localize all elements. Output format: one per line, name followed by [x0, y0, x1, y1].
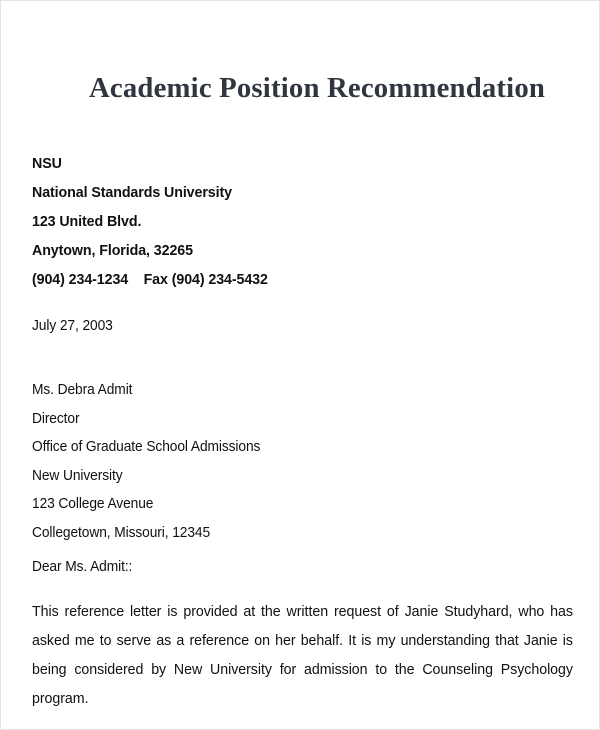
recipient-line-job-title: Director: [32, 410, 80, 427]
recipient-line-organization: New University: [32, 467, 123, 484]
recipient-line-name: Ms. Debra Admit: [32, 382, 133, 398]
letterhead-line-street: 123 United Blvd.: [32, 213, 142, 230]
letterhead-line-organization: National Standards University: [32, 184, 232, 201]
letterhead-line-phone-fax: (904) 234-1234 Fax (904) 234-5432: [32, 271, 268, 288]
page-title: Academic Position Recommendation: [89, 72, 546, 104]
recipient-line-city-state-zip: Collegetown, Missouri, 12345: [32, 524, 211, 541]
letterhead-line-abbrev: NSU: [32, 155, 62, 172]
letterhead-line-city-state-zip: Anytown, Florida, 32265: [32, 242, 193, 259]
recipient-line-street: 123 College Avenue: [32, 496, 154, 512]
recipient-address-block: [32, 376, 260, 547]
sender-letterhead: [32, 149, 268, 294]
letter-date: July 27, 2003: [32, 318, 113, 334]
letter-body-paragraph: This reference letter is provided at the written request of Janie Studyhard, who has asked me to serve as a reference on her behalf. It is my understanding that Janie is being considered by New University for admission to the Counseling Psychology program.: [32, 604, 573, 707]
recipient-line-department: Office of Graduate School Admissions: [32, 439, 261, 455]
letter-salutation: Dear Ms. Admit::: [32, 559, 133, 575]
